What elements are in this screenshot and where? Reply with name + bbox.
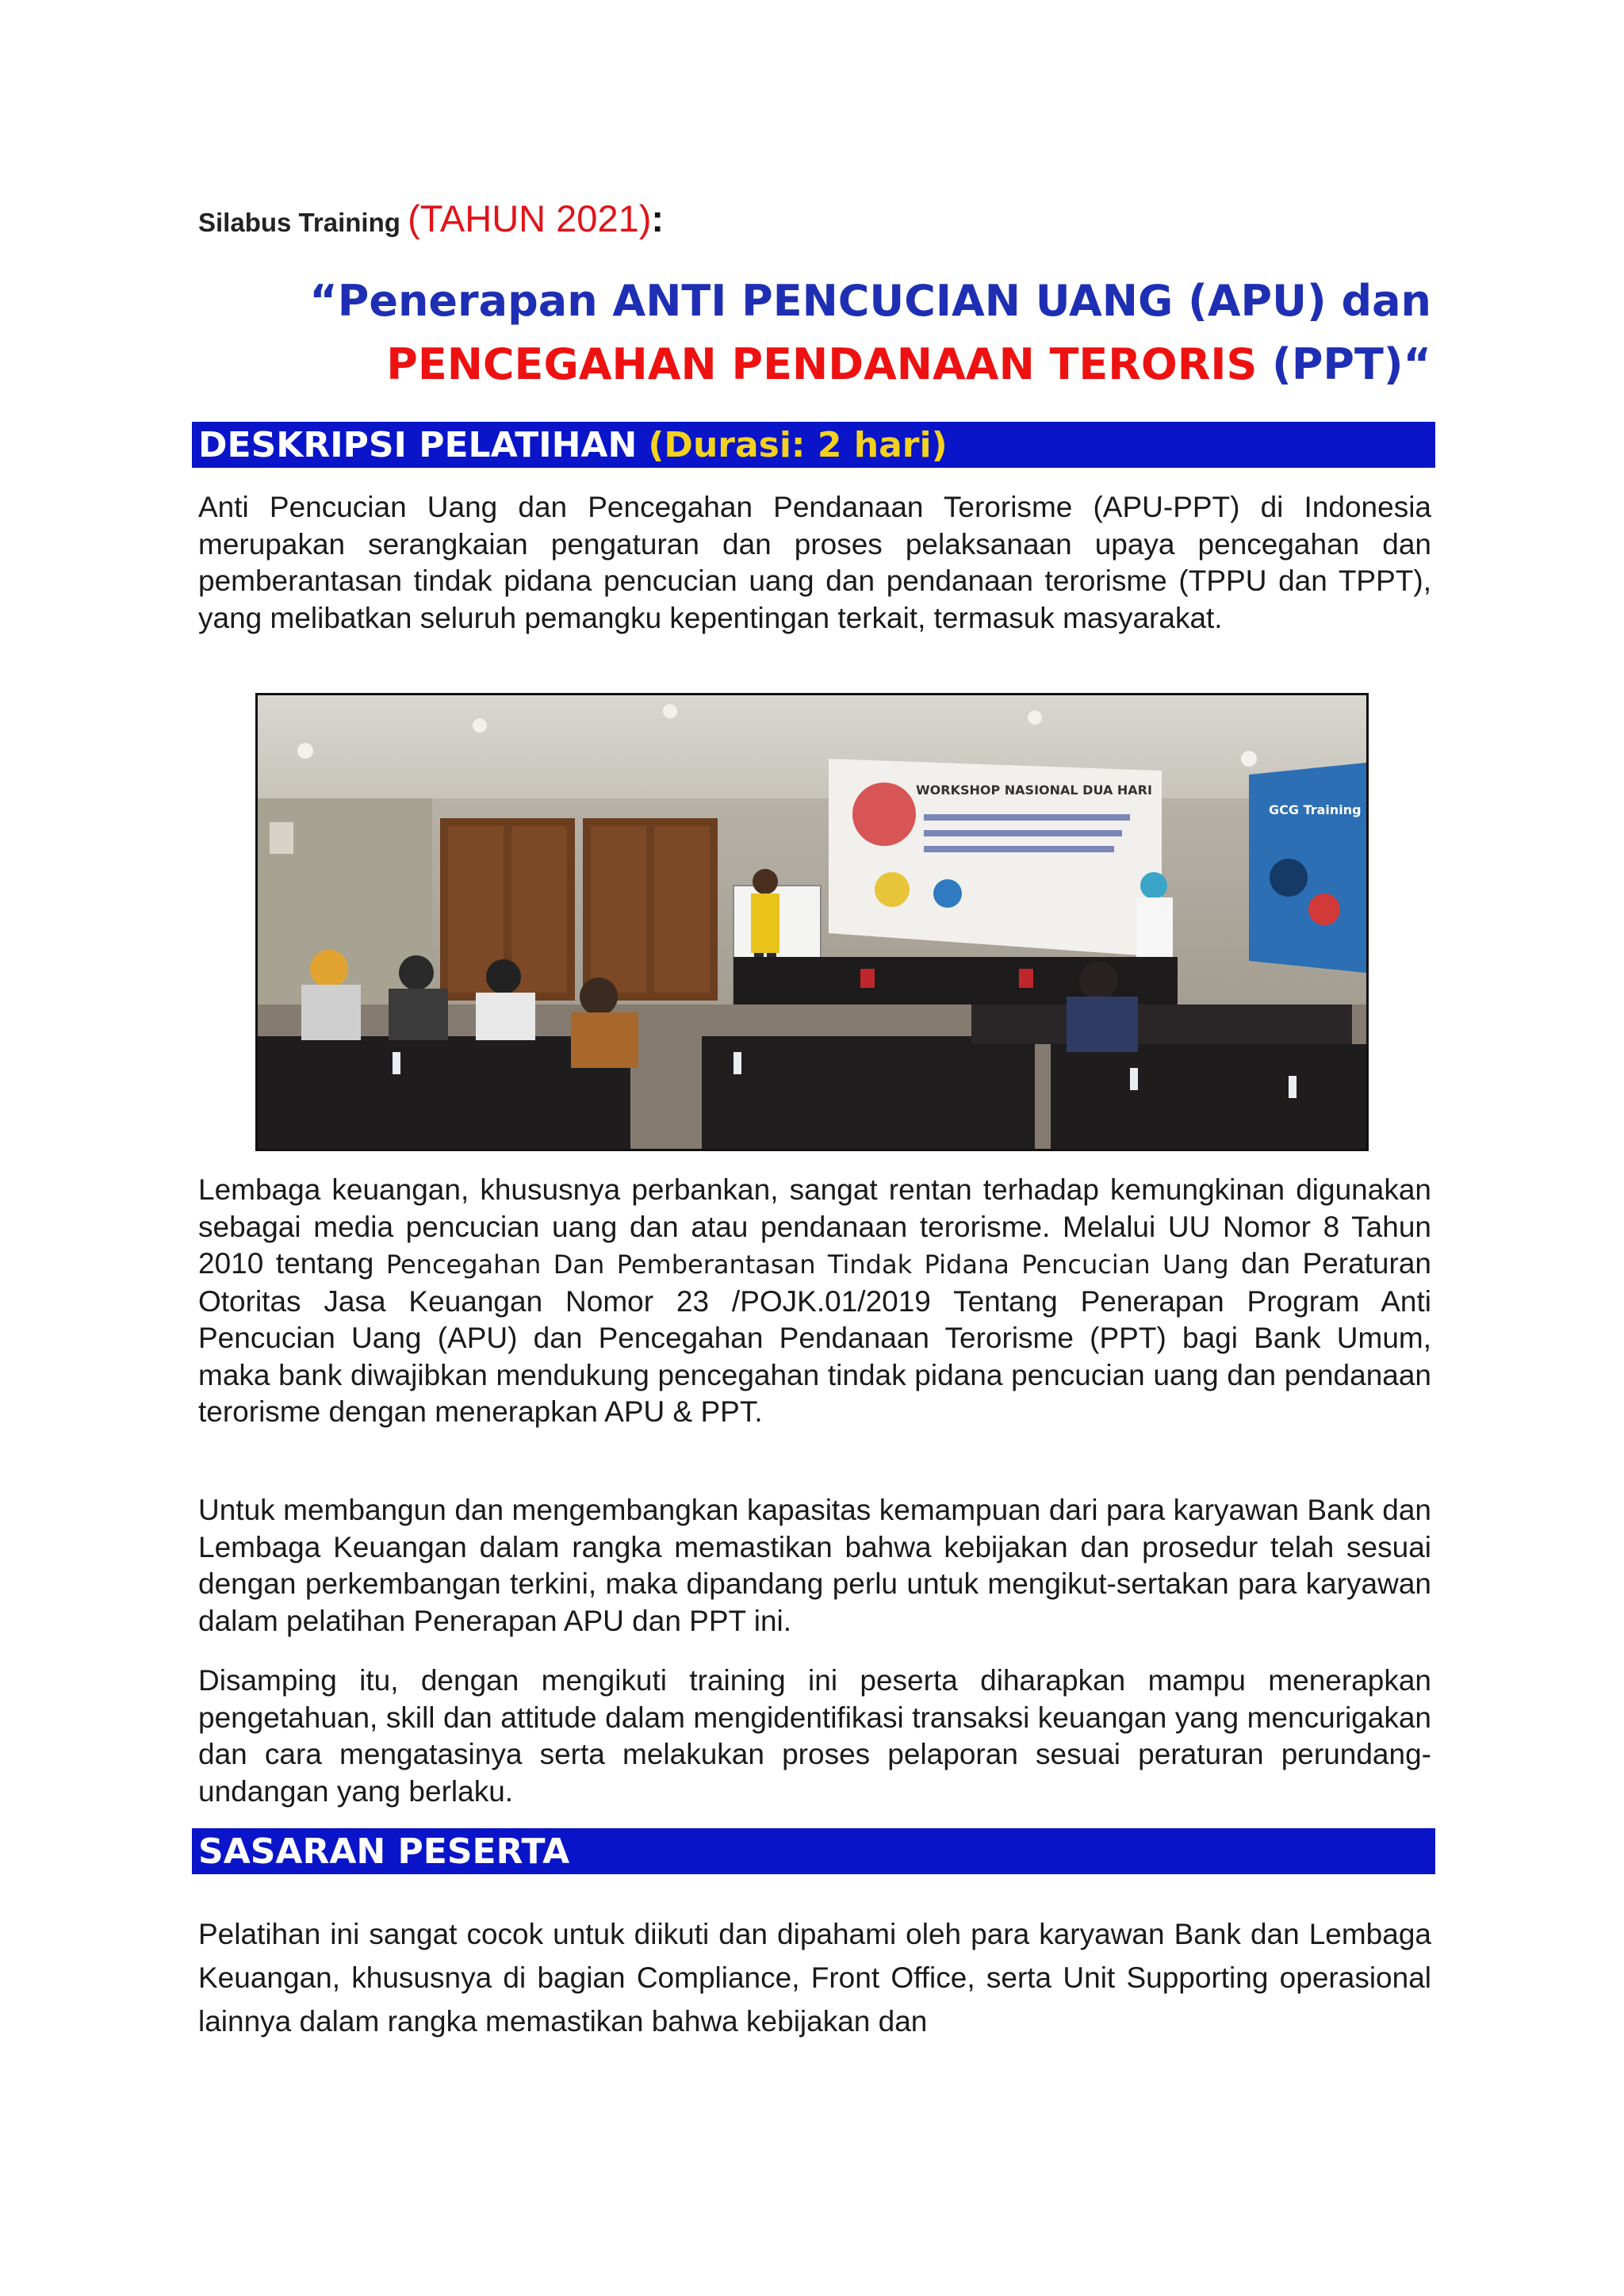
banner-emblem: [875, 872, 910, 907]
participant-head: [1079, 962, 1117, 1000]
paragraph-intro: Anti Pencucian Uang dan Pencegahan Pendanaan Terorisme (APU-PPT) di Indonesia merupakan serangkaian pengaturan dan proses pelaksanaan upaya pencegahan dan pemberantasan tindak pidana pencucian uang dan pendanaan terorisme (TPPU dan TPPT), yang melibatkan seluruh pemangku kepentingan terkait, termasuk masyarakat.: [198, 491, 1431, 634]
participant-body: [301, 985, 361, 1040]
training-photo: [255, 693, 1369, 1151]
ceiling-light: [663, 704, 677, 718]
pretitle-label: Silabus Training: [198, 208, 408, 237]
door-panel: [511, 826, 567, 993]
section-heading-description-text: DESKRIPSI PELATIHAN: [198, 424, 638, 465]
ceiling-light: [473, 718, 487, 733]
ceiling-light: [1241, 751, 1257, 767]
pretitle-colon: :: [651, 197, 665, 239]
training-room-illustration: [258, 695, 1366, 1149]
section-heading-description: [192, 422, 1435, 468]
section-heading-target-text: SASARAN PESERTA: [198, 1831, 570, 1872]
screen-graphic: [1270, 859, 1308, 897]
screen-graphic: [1308, 894, 1340, 925]
section-heading-target: [192, 1828, 1435, 1874]
banner-text-line: [924, 830, 1122, 836]
ceiling-light: [1028, 710, 1042, 725]
banner-text-line: [924, 846, 1114, 852]
participant-table: [702, 1036, 1035, 1149]
participant-head: [310, 950, 348, 988]
ceiling: [258, 695, 1366, 814]
title-line-2: [198, 339, 1431, 389]
presenter-head: [753, 869, 778, 894]
participant-body: [1067, 997, 1138, 1052]
paragraph-capacity: Untuk membangun dan mengembangkan kapasitas kemampuan dari para karyawan Bank dan Lembaga Keuangan dalam rangka memastikan bahwa kebijakan dan prosedur telah sesuai dengan perkembangan terkini, maka dipandang perlu untuk mengikut-sertakan para karyawan dalam pelatihan Penerapan APU dan PPT ini.: [198, 1494, 1431, 1637]
wall-sign: [270, 822, 293, 854]
participant-head: [580, 978, 618, 1016]
paragraph-regulation: [198, 1172, 1431, 1431]
banner-logo: [852, 783, 916, 846]
participant-head: [486, 959, 521, 994]
screen-label: GCG Training: [1269, 802, 1362, 817]
paragraph-skills: Disamping itu, dengan mengikuti training ini peserta diharapkan mampu menerapkan pengetahuan, skill dan attitude dalam mengidentifikasi transaksi keuangan yang mencurigakan dan cara mengatasinya serta melakukan proses pelaporan sesuai peraturan perundang-undangan yang berlaku.: [198, 1664, 1431, 1808]
paragraph-target: Pelatihan ini sangat cocok untuk diikuti dan dipahami oleh para karyawan Bank dan Lembaga Keuangan, khususnya di bagian Compliance, Front Office, serta Unit Supporting operasional lainnya dalam rangka memastikan bahwa kebijakan dan: [198, 1918, 1431, 2038]
paragraph-regulation-part1: Lembaga keuangan, khususnya perbankan, sangat rentan terhadap kemungkinan digunakan sebagai media pencucian uang dan atau pendanaan terorisme. Melalui UU Nomor 8 Tahun 2010 tentang: [198, 1173, 1431, 1280]
presenter-body: [751, 894, 779, 953]
door-panel: [591, 826, 646, 993]
participant-table: [971, 1004, 1352, 1044]
title-line-2-blue: (PPT)“: [1257, 339, 1431, 389]
banner-title: WORKSHOP NASIONAL DUA HARI: [916, 783, 1152, 798]
paragraph-regulation-part2: dan Peraturan Otoritas Jasa Keuangan Nomor 23 /POJK.01/2019 Tentang Penerapan Program Anti Pencucian Uang (APU) dan Pencegahan Pendanaan Terorisme (PPT) bagi Bank Umum, maka bank diwajibkan mendukung pencegahan tindak pidana pencucian uang dan pendanaan terorisme dengan menerapkan APU & PPT.: [198, 1247, 1431, 1428]
water-glass: [1130, 1068, 1138, 1090]
section-duration: (Durasi: 2 hari): [648, 424, 948, 465]
law-name: Pencegahan Dan Pemberantasan Tindak Pidana Pencucian Uang: [385, 1249, 1229, 1280]
participant-body: [476, 993, 535, 1040]
participant-head: [399, 955, 434, 990]
water-glass: [733, 1052, 741, 1074]
participant-body: [389, 989, 448, 1040]
water-glass: [393, 1052, 400, 1074]
participant-table: [1051, 1044, 1366, 1149]
pretitle: [198, 197, 664, 240]
banner-text-line: [924, 814, 1130, 821]
speaker-hijab: [1140, 872, 1167, 899]
title-line-2-red: PENCEGAHAN PENDANAAN TERORIS: [386, 339, 1258, 389]
table-flower: [1019, 969, 1033, 988]
projection-screen: [1249, 763, 1366, 973]
water-glass: [1289, 1076, 1297, 1098]
door-panel: [654, 826, 710, 993]
table-flower: [860, 969, 875, 988]
participant-body: [571, 1012, 638, 1068]
banner-emblem: [933, 879, 962, 908]
title-line-1: “Penerapan ANTI PENCUCIAN UANG (APU) dan: [309, 276, 1431, 326]
ceiling-light: [297, 743, 313, 759]
pretitle-year: (TAHUN 2021): [408, 197, 652, 239]
